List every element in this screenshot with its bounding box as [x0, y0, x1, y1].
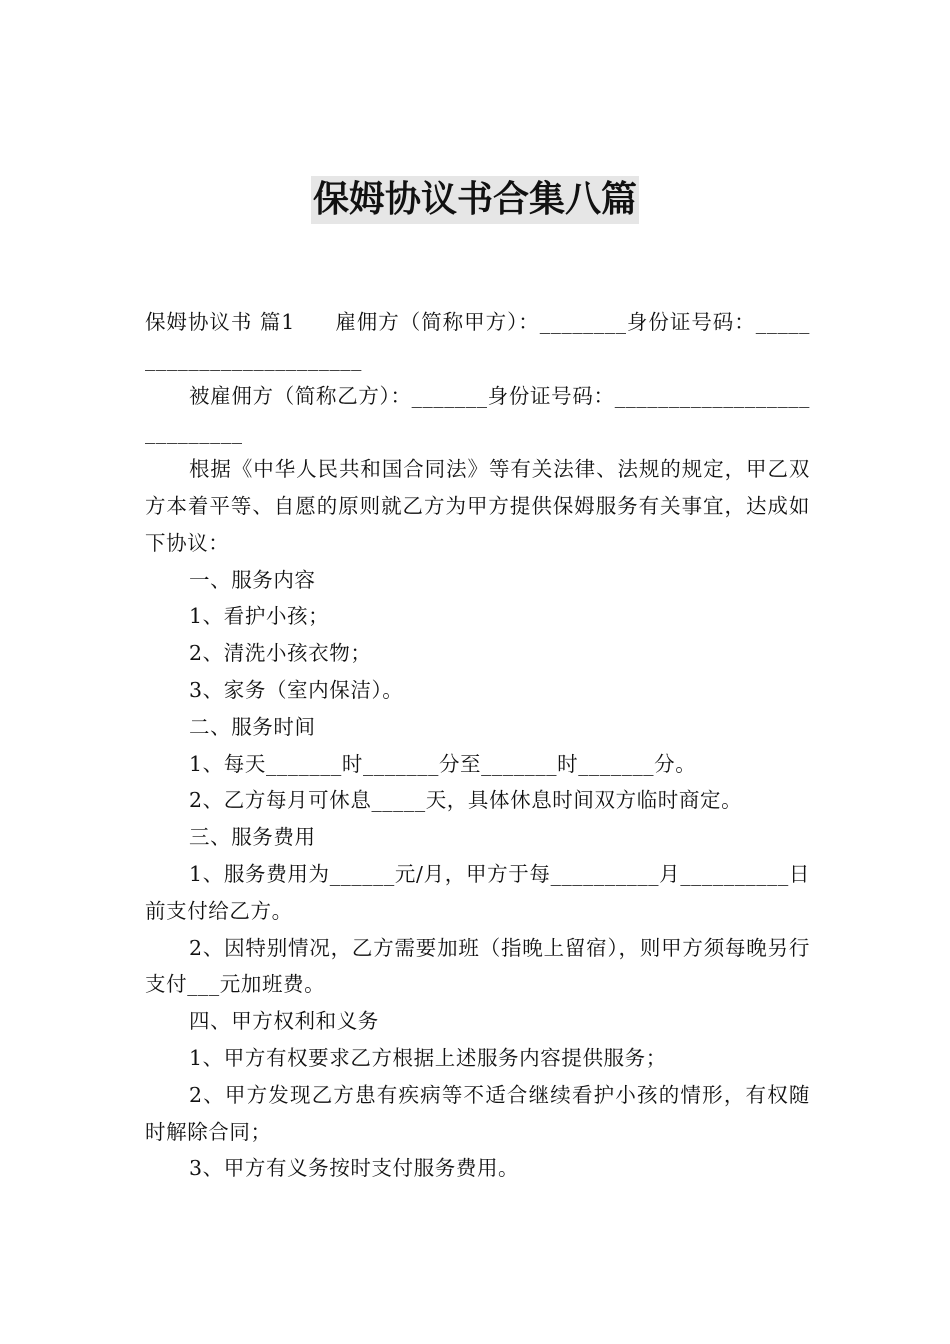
document-title	[0, 176, 950, 224]
list-item: 3、甲方有义务按时支付服务费用。	[189, 1156, 520, 1181]
section-heading-service-content: 一、服务内容	[189, 567, 316, 592]
list-item: 2、乙方每月可休息_____天，具体休息时间双方临时商定。	[189, 788, 743, 813]
list-item: 2、清洗小孩衣物；	[189, 641, 372, 666]
paragraph-employer	[145, 304, 810, 378]
paragraph-preamble: 根据《中华人民共和国合同法》等有关法律、法规的规定，甲乙双方本着平等、自愿的原则就乙方为甲方提供保姆服务有关事宜，达成如下协议：	[145, 457, 810, 555]
employer-line: 雇佣方（简称甲方）：________身份证号码：_________________________	[145, 310, 811, 371]
section-heading-party-a-rights: 四、甲方权利和义务	[189, 1009, 379, 1034]
list-item: 1、看护小孩；	[189, 604, 330, 629]
document-title-text: 保姆协议书合集八篇	[311, 176, 639, 224]
list-item: 1、服务费用为______元/月，甲方于每__________月__________日前支付给乙方。	[145, 861, 810, 923]
section-heading-service-fee: 三、服务费用	[189, 825, 316, 850]
section-heading-service-time: 二、服务时间	[189, 714, 316, 739]
section-heading-label: 保姆协议书 篇1	[145, 310, 295, 334]
list-item: 2、甲方发现乙方患有疾病等不适合继续看护小孩的情形，有权随时解除合同；	[145, 1082, 810, 1144]
list-item: 2、因特别情况，乙方需要加班（指晚上留宿），则甲方须每晚另行支付___元加班费。	[145, 935, 810, 997]
list-item: 3、家务（室内保洁）。	[189, 677, 404, 702]
list-item: 1、每天_______时_______分至_______时_______分。	[189, 751, 697, 776]
paragraph-employee: 被雇佣方（简称乙方）：_______身份证号码：___________________________	[145, 383, 810, 445]
list-item: 1、甲方有权要求乙方根据上述服务内容提供服务；	[189, 1045, 667, 1070]
document-body	[145, 304, 810, 1187]
